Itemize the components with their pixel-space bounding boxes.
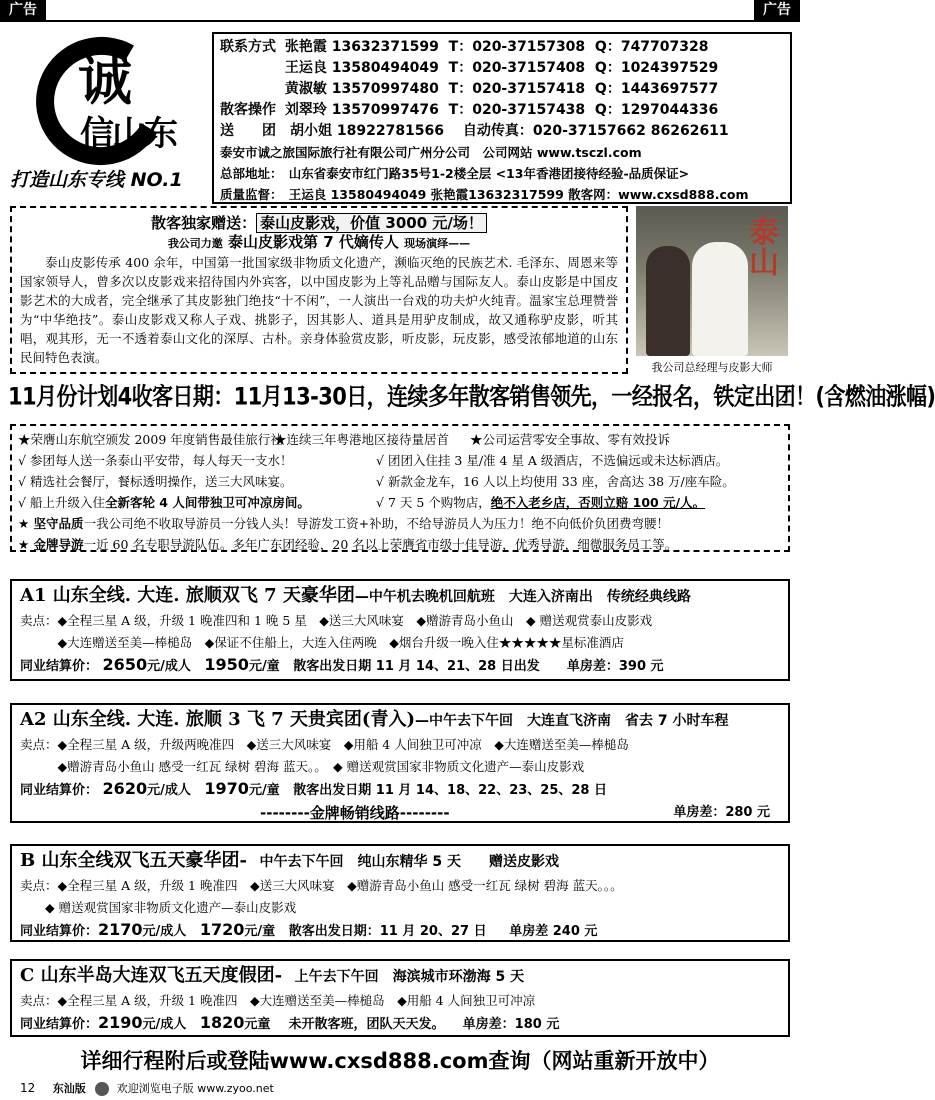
features-box — [10, 424, 790, 552]
route-title: A1 山东全线. 大连. 旅顺双飞 7 天豪华团—中午机去晚机回航班 大连入济南出 传统经典线路 — [20, 585, 691, 606]
logo-slogan: 打造山东专线 NO.1 — [10, 169, 183, 191]
bestseller-label: --------金牌畅销线路-------- — [260, 804, 450, 822]
route-card-b — [10, 844, 790, 942]
edition-label: 东汕版 — [52, 1082, 86, 1095]
route-highlights: 卖点：◆全程三星 A 级，升级 1 晚准四和 1 晚 5 星 ◆送三大风味宴 ◆赠游青岛小鱼山 ◆ 赠送观赏泰山皮影戏 — [20, 613, 653, 628]
route-title: B 山东全线双飞五天豪华团- 中午去下午回 纯山东精华 5 天 赠送皮影戏 — [20, 850, 559, 871]
photo-caption: 我公司总经理与皮影大师 — [651, 361, 773, 374]
address-row: 总部地址： 山东省泰安市红门路35号1-2楼全层 <13年香港团接待经验-品质保证> — [220, 166, 690, 181]
quality-row: 质量监督： 王运良 13580494049 张艳霞13632317599 散客网：www.cxsd888.com — [220, 187, 749, 202]
photo-sign: 泰山 — [743, 216, 778, 276]
route-highlights: 卖点：◆全程三星 A 级，升级 1 晚准四 ◆送三大风味宴 ◆赠游青岛小鱼山 感受一红瓦 绿树 碧海 蓝天。。。 — [20, 878, 623, 893]
intro-subheadline: 我公司力邀 泰山皮影戏第 7 代嫡传人 现场演绎—— — [167, 233, 471, 251]
company-row: 泰安市诚之旅国际旅行社有限公司广州分公司 公司网站 www.tsczl.com — [220, 145, 642, 160]
logo-sub-text: 信山东 — [80, 114, 176, 154]
top-divider — [0, 20, 800, 22]
route-title: A2 山东全线. 大连. 旅顺 3 飞 7 天贵宾团(青入)—中午去下午回 大连直飞济南 省去 7 小时车程 — [20, 709, 729, 730]
route-card-a1 — [10, 579, 790, 681]
feature-row: ★ 金牌导游一近 60 名专职导游队伍。多年广东团经验，20 名以上荣膺省市级十佳导游，优秀导游，细微服务员工等。 — [18, 537, 678, 552]
contact-box — [212, 32, 792, 204]
route-highlights: 卖点：◆全程三星 A 级，升级两晚准四 ◆送三大风味宴 ◆用船 4 人间独卫可冲凉 ◆大连赠送至美—棒槌岛 — [20, 737, 629, 752]
group-contact-row: 送 团 胡小姐 18922781566 自动传真：020-37157662 86262611 — [220, 123, 729, 139]
feature-row: √ 精选社会餐厅，餐标透明操作，送三大风味宴。 √ 新款金龙车，16 人以上均使用 33 座，舍高达 38 万/座车险。 — [18, 474, 735, 489]
route-highlights: ◆赠游青岛小鱼山 感受一红瓦 绿树 碧海 蓝天。。 ◆ 赠送观赏国家非物质文化遗产—泰山皮影戏 — [20, 759, 585, 774]
schedule-headline: 11月份计划4收客日期：11月13-30日，连续多年散客销售领先，一经报名，铁定出团！(含燃油涨幅) — [8, 382, 935, 411]
route-card-c — [10, 959, 790, 1037]
feature-row: √ 船上升级入住全新客轮 4 人间带独卫可冲凉房间。 √ 7 天 5 个购物店，绝不入老乡店，否则立赔 100 元/人。 — [18, 495, 706, 510]
page-footer-text: 欢迎浏览电子版 www.zyoo.net — [116, 1082, 274, 1095]
contact-row: 黄淑敏 13570997480 T：020-37157418 Q：1443697577 — [284, 81, 719, 97]
route-price-row: 同业结算价： 2650元/成人 1950元/童 散客出发日期 11 月 14、21、28 日出发 单房差：390 元 — [20, 655, 664, 674]
route-card-a2 — [10, 703, 790, 823]
route-extra-row: --------金牌畅销线路-------- 单房差：280 元 — [260, 804, 770, 822]
feature-row: ★ 坚守品质一我公司绝不收取导游员一分钱人头！导游发工资+补助，不给导游员人为压力！绝不向低价负团费弯腰！ — [18, 516, 670, 531]
person-figure-icon — [646, 246, 690, 356]
manager-photo — [636, 206, 788, 356]
route-title: C 山东半岛大连双飞五天度假团- 上午去下午回 海滨城市环渤海 5 天 — [20, 965, 525, 986]
contact-row: 联系方式 张艳霞 13632371599 T：020-37157308 Q：747707328 — [220, 39, 709, 55]
website-footer: 详细行程附后或登陆www.cxsd888.com查询（网站重新开放中） — [80, 1049, 720, 1073]
route-price-row: 同业结算价：2170元/成人 1720元/童 散客出发日期：11 月 20、27 日 单房差 240 元 — [20, 920, 598, 939]
feature-row: √ 参团每人送一条泰山平安带，每人每天一支水！ √ 团团入住挂 3 星/准 4 星 A 级酒店，不选偏远或未达标酒店。 — [18, 453, 729, 468]
logo-big-char: 诚 — [78, 48, 132, 112]
contact-row: 散客操作 刘翠玲 13570997476 T：020-37157438 Q：1297044336 — [220, 102, 719, 118]
page-footer — [20, 1080, 274, 1096]
intro-body: 泰山皮影传承 400 余年，中国第一批国家级非物质文化遗产，濒临灭绝的民族艺术. 毛泽东、周恩来等国家领导人，曾多次以皮影戏来招待国内外宾客，以中国皮影为上等礼品赠与国际友人。泰山皮影是中国皮影艺术的大成者，完全继承了其皮影独门绝技“十不闲”，一人演出一台戏的功夫炉火纯青。温家宝总理赞誉为“中华绝技”。泰山皮影戏又称人子戏、挑影子，因其影人、道具是用驴皮制成，故又通称驴皮影，听其唱，观其形，无一不透着泰山文化的深厚、古朴。亲身体验赏皮影，听皮影，玩皮影，感受浓郁地道的山东民间特色表演。 — [20, 255, 618, 365]
route-price-row: 同业结算价： 2620元/成人 1970元/童 散客出发日期 11 月 14、18、22、23、25、28 日 — [20, 779, 608, 798]
page-number: 12 — [20, 1081, 36, 1095]
route-highlights: ◆ 赠送观赏国家非物质文化遗产—泰山皮影戏 — [20, 900, 297, 915]
contact-row: 王运良 13580494049 T：020-37157408 Q：1024397529 — [284, 60, 719, 76]
ad-label-right: 广告 — [754, 0, 800, 20]
feature-row: ★荣膺山东航空颁发 2009 年度销售最佳旅行社★连续三年粤港地区接待量居首 ★公司运营零安全事故、零有效投诉 — [18, 432, 671, 447]
shadow-play-intro — [10, 206, 628, 374]
company-logo — [10, 25, 210, 200]
globe-icon — [95, 1082, 109, 1096]
route-highlights: ◆大连赠送至美—棒槌岛 ◆保证不住船上，大连入住两晚 ◆烟台升级一晚入住★★★★★星标准酒店 — [20, 635, 624, 650]
intro-headline: 散客独家赠送： 泰山皮影戏，价值 3000 元/场！ — [20, 214, 618, 233]
route-price-row: 同业结算价：2190元/成人 1820元童 未开散客班，团队天天发。 单房差：180 元 — [20, 1013, 560, 1032]
route-highlights: 卖点：◆全程三星 A 级，升级 1 晚准四 ◆大连赠送至美—棒槌岛 ◆用船 4 人间独卫可冲凉 — [20, 993, 536, 1008]
ad-label-left: 广告 — [0, 0, 46, 20]
